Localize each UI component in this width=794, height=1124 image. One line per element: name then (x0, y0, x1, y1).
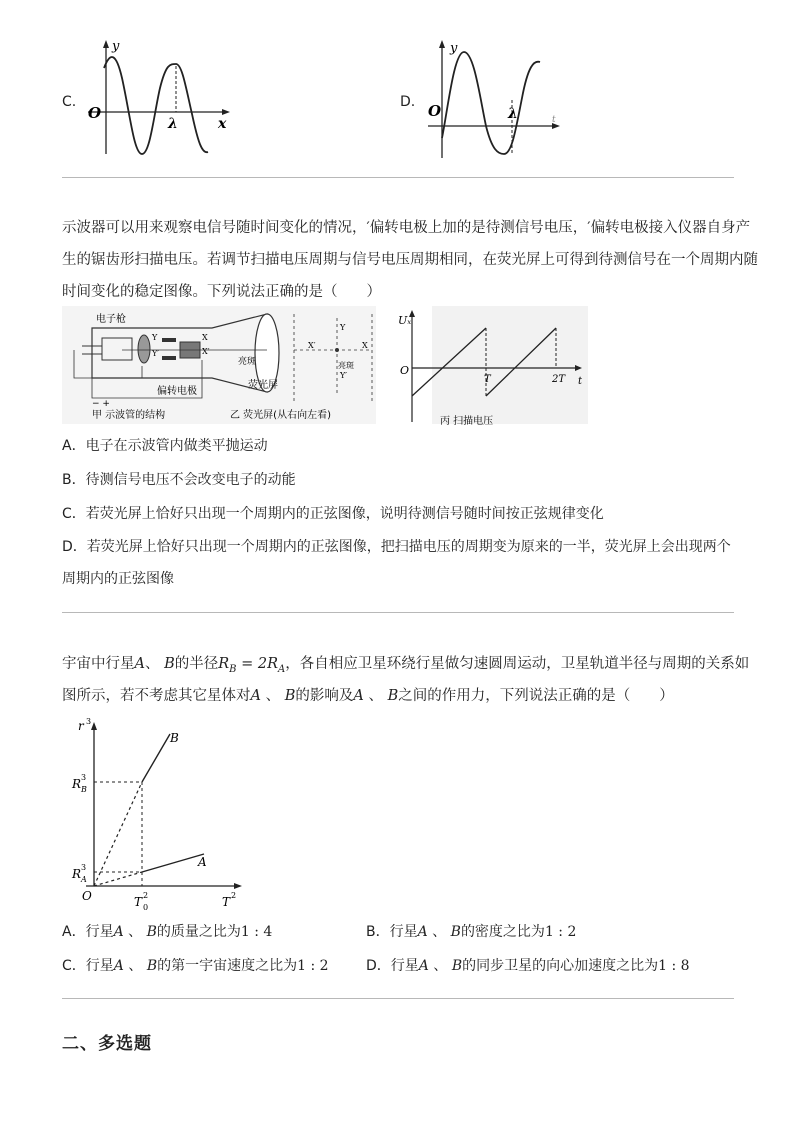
planet-a-symbol: A (417, 924, 428, 940)
graph-origin: O (82, 889, 92, 903)
separator: 、 (128, 958, 143, 974)
rb-sub: B (81, 785, 87, 794)
planet-stem-line-2 (62, 680, 674, 712)
osc-option-b[interactable]: B．待测信号电压不会改变电子的动能 (62, 472, 296, 488)
separator: 、 (265, 688, 281, 704)
line-a-label: A (198, 855, 207, 869)
option-text: A．行星 (62, 924, 114, 940)
wave-graph-d (424, 38, 564, 162)
t0-label: T (134, 895, 143, 909)
svg-text:Y′: Y′ (340, 371, 348, 380)
planet-stem-text: 图所示，若不考虑其它星体对 (62, 688, 251, 704)
oscilloscope-structure-figure (62, 306, 376, 424)
planet-b-symbol: B (284, 688, 296, 704)
label-yp-plate: Y′ (152, 349, 160, 358)
option-text: 的第一宇宙速度之比为 (157, 958, 298, 974)
ra-label: R (72, 867, 82, 881)
label-deflect-electrode: 偏转电极 (157, 386, 197, 397)
svg-text:亮斑: 亮斑 (338, 361, 354, 370)
planet-option-b[interactable] (366, 922, 576, 942)
planet-a-symbol: A (418, 958, 429, 974)
caption-jia: 甲 示波管的结构 (92, 410, 166, 421)
option-ratio: 1 : 8 (658, 958, 690, 974)
option-text: C．行星 (62, 958, 114, 974)
svg-text:− +: − + (92, 399, 110, 409)
rb-label: R (72, 777, 82, 791)
t0-sub: 0 (143, 903, 149, 912)
label-x-plate: X (202, 333, 208, 342)
planet-a-symbol: A (134, 656, 145, 672)
planet-a-symbol: A (250, 688, 261, 704)
planet-stem-text: 之间的作用力，下列说法正确的是（ ） (398, 688, 674, 704)
divider (62, 177, 734, 178)
label-electron-gun: 电子枪 (96, 314, 126, 325)
option-ratio: 1 : 4 (240, 924, 273, 940)
axis-t-label: T (222, 895, 231, 909)
ra-sub: A (81, 875, 87, 884)
tick-T: T (484, 374, 491, 385)
ra-sup: 3 (81, 863, 87, 872)
radius-symbol: R (218, 656, 230, 672)
osc-option-c[interactable]: C．若荧光屏上恰好只出现一个周期内的正弦图像，说明待测信号随时间按正弦规律变化 (62, 506, 604, 522)
option-text: 的密度之比为 (460, 924, 545, 940)
svg-text:X: X (362, 341, 368, 350)
planet-a-symbol: A (113, 958, 124, 974)
tick-2T: 2T (552, 374, 566, 385)
planet-stem-text: 的影响及 (295, 688, 354, 704)
osc-option-d-line-2[interactable]: 周期内的正弦图像 (62, 571, 174, 587)
axis-origin: O (400, 364, 410, 377)
svg-text:Y: Y (340, 323, 346, 332)
option-text: 的同步卫星的向心加速度之比为 (462, 958, 659, 974)
option-d-label: D. (400, 94, 416, 110)
line-b-label: B (170, 731, 179, 745)
radius-sub-b: B (229, 663, 237, 675)
graph-d-lambda: λ (508, 106, 518, 122)
planet-stem-text: ，各自相应卫星环绕行星做匀速圆周运动，卫星轨道半径与周期的关系如 (285, 656, 750, 672)
graph-d-origin: O (428, 102, 442, 120)
osc-stem-line-1: 示波器可以用来观察电信号随时间变化的情况，′偏转电极上加的是待测信号电压，′偏转电极接入仪器自身产 (62, 220, 751, 236)
radius-symbol: R (267, 656, 279, 672)
separator: 、 (433, 958, 448, 974)
divider (62, 612, 734, 613)
planet-b-symbol: B (164, 656, 175, 672)
section-title: 二、多选题 (62, 1034, 152, 1054)
caption-bing: 丙 扫描电压 (440, 416, 494, 427)
label-y-plate: Y (152, 333, 158, 342)
graph-c-x-label: x (218, 116, 227, 132)
planet-b-symbol: B (146, 924, 157, 940)
planet-stem-text: 的半径 (174, 656, 219, 672)
planet-a-symbol: A (353, 688, 364, 704)
axis-t: t (578, 376, 583, 387)
option-text: D．行星 (366, 958, 419, 974)
axis-r-sup: 3 (86, 717, 92, 726)
graph-d-y-label: y (450, 41, 458, 56)
option-ratio: 1 : 2 (544, 924, 577, 940)
graph-c-y-label: y (112, 39, 120, 54)
graph-c-lambda: λ (168, 116, 178, 132)
option-text: 的质量之比为 (156, 924, 241, 940)
label-screen: 荧光屏 (248, 380, 278, 391)
svg-text:X′: X′ (308, 341, 316, 350)
planet-a-symbol: A (113, 924, 124, 940)
separator: 、 (368, 688, 383, 704)
osc-question-stem (62, 212, 758, 308)
planet-option-a[interactable] (62, 922, 272, 942)
graph-d-x-label: t (552, 115, 556, 125)
r3-t2-graph (64, 714, 254, 914)
planet-option-d[interactable] (366, 956, 690, 976)
separator: 、 (128, 924, 143, 940)
radius-sub-a: A (278, 663, 286, 675)
option-text: B．行星 (366, 924, 418, 940)
axis-ux: Uₓ (398, 314, 412, 327)
planet-b-symbol: B (451, 958, 463, 974)
sweep-voltage-figure (392, 306, 588, 430)
planet-stem-text: 宇宙中行星 (62, 656, 135, 672)
graph-c-origin: O (88, 104, 102, 122)
axis-r-label: r (78, 719, 84, 733)
separator: 、 (432, 924, 447, 940)
planet-b-symbol: B (146, 958, 158, 974)
label-xp-plate: X′ (202, 347, 210, 356)
divider (62, 998, 734, 999)
planet-b-symbol: B (450, 924, 461, 940)
planet-b-symbol: B (387, 688, 399, 704)
option-c-label: C. (62, 94, 77, 110)
separator: 、 (144, 656, 160, 672)
osc-stem-line-2: 生的锯齿形扫描电压。若调节扫描电压周期与信号电压周期相同，在荧光屏上可得到待测信号在一个周期内随 (62, 252, 758, 268)
planet-option-c[interactable] (62, 956, 329, 976)
rb-sup: 3 (81, 773, 87, 782)
equation-text: = 2 (236, 656, 268, 672)
t0-sup: 2 (143, 891, 149, 900)
axis-t-sup: 2 (231, 891, 237, 900)
caption-yi: 乙 荧光屏(从右向左看) (230, 410, 331, 421)
osc-option-d-line-1[interactable]: D．若荧光屏上恰好只出现一个周期内的正弦图像，把扫描电压的周期变为原来的一半，荧光屏上会出现两个 (62, 539, 731, 555)
osc-option-a[interactable]: A．电子在示波管内做类平抛运动 (62, 438, 268, 454)
wave-graph-c (84, 38, 234, 160)
osc-stem-line-3: 时间变化的稳定图像。下列说法正确的是（ ） (62, 284, 381, 300)
label-bright-spot: 亮斑 (238, 357, 257, 367)
option-ratio: 1 : 2 (297, 958, 329, 974)
